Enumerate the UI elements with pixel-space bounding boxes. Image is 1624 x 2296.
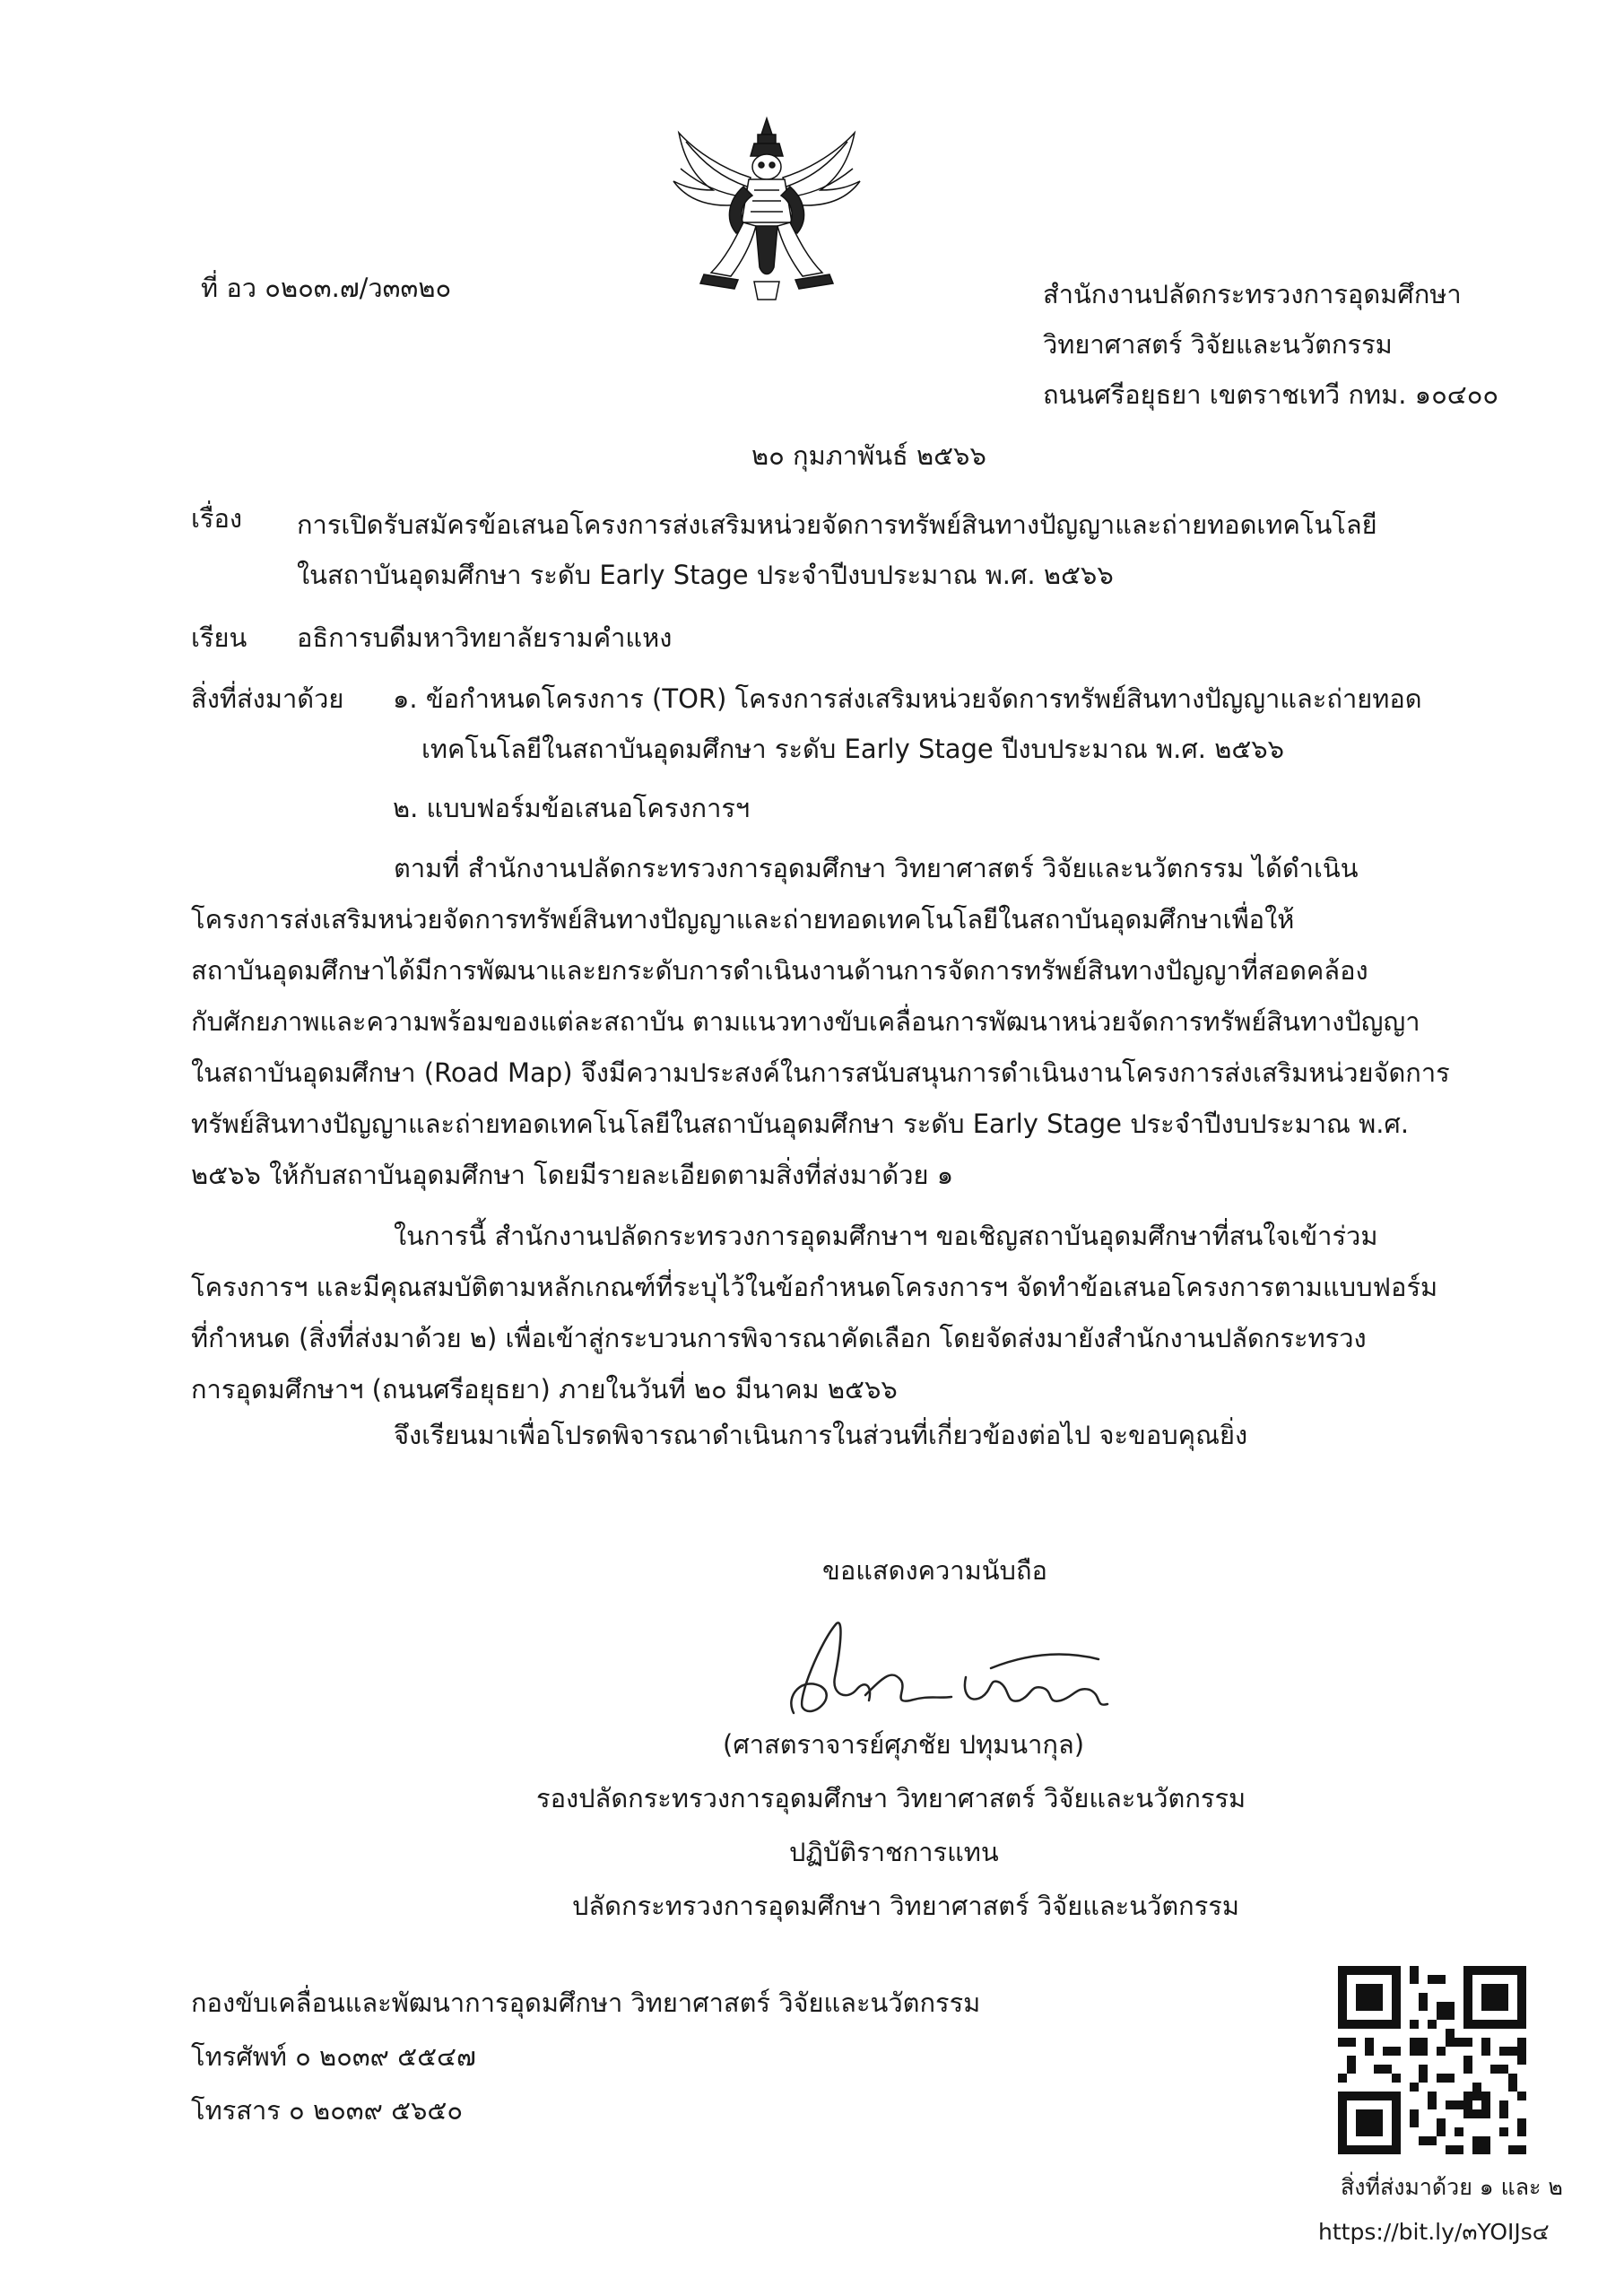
body-line: จึงเรียนมาเพื่อโปรดพิจารณาดำเนินการในส่วนที่เกี่ยวข้องต่อไป จะขอบคุณยิ่ง xyxy=(394,1420,1248,1450)
body-line: โครงการส่งเสริมหน่วยจัดการทรัพย์สินทางปัญญาและถ่ายทอดเทคโนโลยีในสถาบันอุดมศึกษาเพื่อให้ xyxy=(191,904,1295,935)
enclosure-item-1-continued: เทคโนโลยีในสถาบันอุดมศึกษา ระดับ Early Stage ปีงบประมาณ พ.ศ. ๒๕๖๖ xyxy=(421,734,1285,764)
body-line: ตามที่ สำนักงานปลัดกระทรวงการอุดมศึกษา วิทยาศาสตร์ วิจัยและนวัตกรรม ได้ดำเนิน xyxy=(394,853,1359,883)
body-line: ในการนี้ สำนักงานปลัดกระทรวงการอุดมศึกษาฯ ขอเชิญสถาบันอุดมศึกษาที่สนใจเข้าร่วม xyxy=(394,1221,1378,1251)
body-paragraph-1 xyxy=(191,843,1464,1201)
issuer-line: วิทยาศาสตร์ วิจัยและนวัตกรรม xyxy=(1043,329,1393,360)
body-paragraph-2 xyxy=(191,1211,1464,1415)
body-line: ที่กำหนด (สิ่งที่ส่งมาด้วย ๒) เพื่อเข้าสู่กระบวนการพิจารณาคัดเลือก โดยจัดส่งมายังสำนักงานปลัดกระทรวง xyxy=(191,1323,1367,1353)
qr-code-icon[interactable] xyxy=(1338,1966,1526,2154)
subject-text xyxy=(297,500,1377,600)
qr-url-link[interactable]: https://bit.ly/๓YOIJs๔ xyxy=(1318,2219,1550,2245)
signer-title: รองปลัดกระทรวงการอุดมศึกษา วิทยาศาสตร์ วิจัยและนวัตกรรม xyxy=(536,1783,1246,1813)
subject-line: การเปิดรับสมัครข้อเสนอโครงการส่งเสริมหน่วยจัดการทรัพย์สินทางปัญญาและถ่ายทอดเทคโนโลยี xyxy=(297,509,1377,540)
enclosures-label: สิ่งที่ส่งมาด้วย xyxy=(191,683,344,714)
body-line: ในสถาบันอุดมศึกษา (Road Map) จึงมีความประสงค์ในการสนับสนุนการดำเนินงานโครงการส่งเสริมหน่วยจัดการ xyxy=(191,1057,1450,1088)
subject-label: เรื่อง xyxy=(191,503,243,534)
garuda-emblem-icon xyxy=(668,115,865,303)
recipient-text: อธิการบดีมหาวิทยาลัยรามคำแหง xyxy=(297,622,673,653)
issuer-line: สำนักงานปลัดกระทรวงการอุดมศึกษา xyxy=(1043,279,1462,309)
signer-acting-on-behalf: ปฏิบัติราชการแทน xyxy=(789,1837,999,1867)
closing-salutation: ขอแสดงความนับถือ xyxy=(822,1555,1047,1586)
body-line: ๒๕๖๖ ให้กับสถาบันอุดมศึกษา โดยมีรายละเอียดตามสิ่งที่ส่งมาด้วย ๑ xyxy=(191,1160,954,1190)
footer-fax: โทรสาร ๐ ๒๐๓๙ ๕๖๕๐ xyxy=(191,2095,464,2126)
signature-image xyxy=(758,1614,1143,1740)
body-line: ทรัพย์สินทางปัญญาและถ่ายทอดเทคโนโลยีในสถาบันอุดมศึกษา ระดับ Early Stage ประจำปีงบประมาณ พ.ศ. xyxy=(191,1109,1410,1139)
footer-phone: โทรศัพท์ ๐ ๒๐๓๙ ๕๕๔๗ xyxy=(191,2041,476,2072)
issuer-line: ถนนศรีอยุธยา เขตราชเทวี กทม. ๑๐๔๐๐ xyxy=(1043,379,1499,410)
enclosure-item-1: ๑. ข้อกำหนดโครงการ (TOR) โครงการส่งเสริมหน่วยจัดการทรัพย์สินทางปัญญาและถ่ายทอด xyxy=(393,683,1422,714)
footer-department: กองขับเคลื่อนและพัฒนาการอุดมศึกษา วิทยาศาสตร์ วิจัยและนวัตกรรม xyxy=(191,1987,981,2018)
subject-line: ในสถาบันอุดมศึกษา ระดับ Early Stage ประจำปีงบประมาณ พ.ศ. ๒๕๖๖ xyxy=(297,560,1114,590)
qr-caption: สิ่งที่ส่งมาด้วย ๑ และ ๒ xyxy=(1341,2174,1563,2200)
signer-name: (ศาสตราจารย์ศุภชัย ปทุมนากุล) xyxy=(723,1729,1085,1760)
body-line: โครงการฯ และมีคุณสมบัติตามหลักเกณฑ์ที่ระบุไว้ในข้อกำหนดโครงการฯ จัดทำข้อเสนอโครงการตามแบบฟอร์ม xyxy=(191,1272,1438,1302)
letter-date: ๒๐ กุมภาพันธ์ ๒๕๖๖ xyxy=(751,440,986,471)
document-number: ที่ อว ๐๒๐๓.๗/ว๓๓๒๐ xyxy=(201,273,452,303)
issuer-address xyxy=(1043,269,1498,420)
signer-on-behalf-of: ปลัดกระทรวงการอุดมศึกษา วิทยาศาสตร์ วิจัยและนวัตกรรม xyxy=(572,1891,1240,1921)
body-line: การอุดมศึกษาฯ (ถนนศรีอยุธยา) ภายในวันที่ ๒๐ มีนาคม ๒๕๖๖ xyxy=(191,1374,898,1405)
body-line: สถาบันอุดมศึกษาได้มีการพัฒนาและยกระดับการดำเนินงานด้านการจัดการทรัพย์สินทางปัญญาที่สอดคล้อง xyxy=(191,955,1368,986)
body-paragraph-3 xyxy=(191,1410,1464,1461)
enclosure-item-2: ๒. แบบฟอร์มข้อเสนอโครงการฯ xyxy=(393,793,751,823)
recipient-label: เรียน xyxy=(191,622,248,653)
body-line: กับศักยภาพและความพร้อมของแต่ละสถาบัน ตามแนวทางขับเคลื่อนการพัฒนาหน่วยจัดการทรัพย์สินทางปัญญา xyxy=(191,1006,1420,1037)
